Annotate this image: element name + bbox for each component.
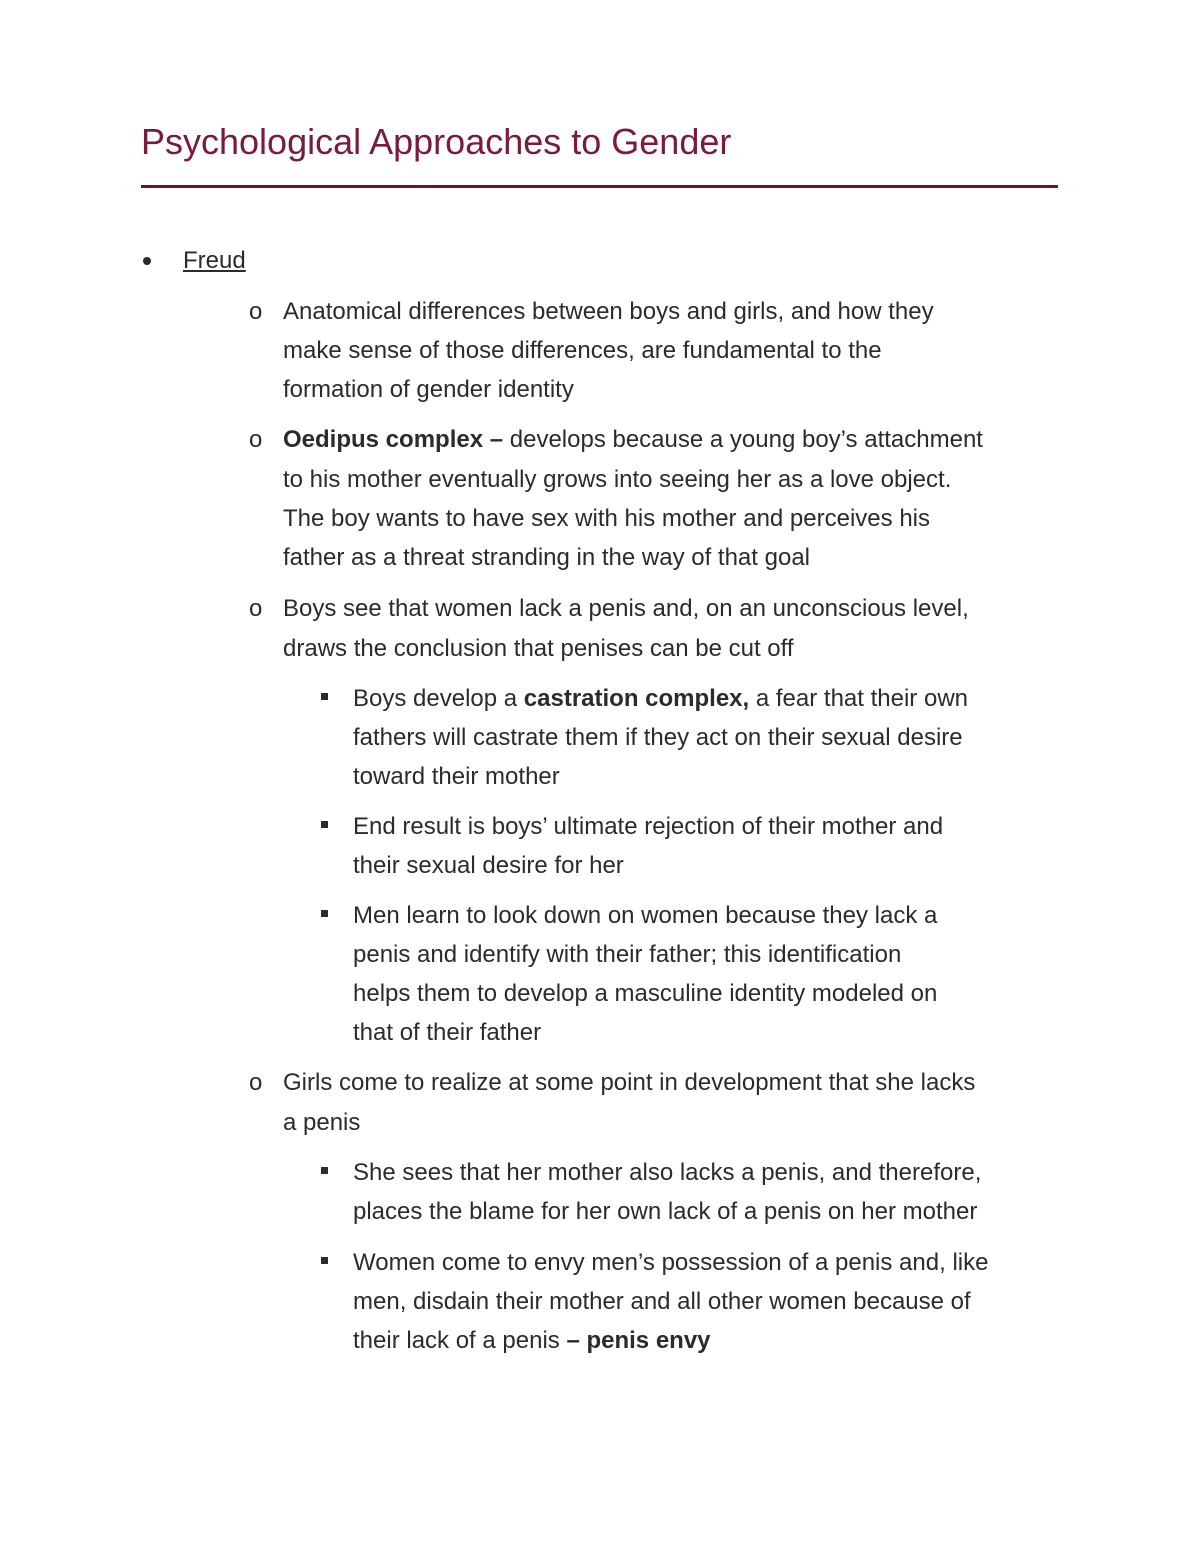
- oedipus-line-2: to his mother eventually grows into seeing her as a love object.: [283, 466, 952, 493]
- title-divider: [141, 185, 1058, 188]
- freud-heading: Freud: [183, 247, 246, 274]
- oedipus-line-4: father as a threat stranding in the way of that goal: [283, 544, 810, 571]
- castration-line-3: toward their mother: [353, 763, 560, 790]
- oedipus-line-1-rest: develops because a young boy’s attachment: [503, 426, 983, 453]
- circle-bullet-icon: o: [249, 426, 263, 453]
- envy-line-2: men, disdain their mother and all other women because of: [353, 1288, 971, 1315]
- men-learn-line-2: penis and identify with their father; this identification: [353, 941, 902, 968]
- document-title: Psychological Approaches to Gender: [141, 121, 732, 162]
- castration-line-1: [353, 683, 968, 715]
- oedipus-line-1: [283, 424, 983, 456]
- mother-line-1: She sees that her mother also lacks a penis, and therefore,: [353, 1159, 982, 1186]
- oedipus-line-3: The boy wants to have sex with his mother and perceives his: [283, 505, 930, 532]
- bullet-dot-icon: [143, 257, 151, 265]
- circle-bullet-icon: o: [249, 1069, 263, 1096]
- boys-see-line-1: Boys see that women lack a penis and, on an unconscious level,: [283, 595, 969, 622]
- anatomical-line-2: make sense of those differences, are fundamental to the: [283, 337, 882, 364]
- square-bullet-icon: [321, 1257, 328, 1264]
- square-bullet-icon: [321, 1167, 328, 1174]
- boys-see-line-2: draws the conclusion that penises can be cut off: [283, 635, 794, 662]
- anatomical-line-3: formation of gender identity: [283, 376, 574, 403]
- oedipus-term: Oedipus complex –: [283, 426, 504, 453]
- envy-pre: their lack of a penis: [353, 1327, 567, 1354]
- end-result-line-2: their sexual desire for her: [353, 852, 624, 879]
- castration-term: castration complex,: [523, 685, 750, 712]
- mother-line-2: places the blame for her own lack of a penis on her mother: [353, 1198, 978, 1225]
- envy-line-3: [353, 1325, 711, 1357]
- circle-bullet-icon: o: [249, 595, 263, 622]
- square-bullet-icon: [321, 910, 328, 917]
- square-bullet-icon: [321, 693, 328, 700]
- men-learn-line-3: helps them to develop a masculine identity modeled on: [353, 980, 938, 1007]
- girls-line-2: a penis: [283, 1109, 361, 1136]
- men-learn-line-1: Men learn to look down on women because they lack a: [353, 902, 938, 929]
- men-learn-line-4: that of their father: [353, 1019, 542, 1046]
- penis-envy-term: – penis envy: [566, 1327, 711, 1354]
- castration-post: a fear that their own: [749, 685, 968, 712]
- anatomical-line-1: Anatomical differences between boys and girls, and how they: [283, 298, 934, 325]
- girls-line-1: Girls come to realize at some point in development that she lacks: [283, 1069, 976, 1096]
- end-result-line-1: End result is boys’ ultimate rejection of their mother and: [353, 813, 944, 840]
- square-bullet-icon: [321, 821, 328, 828]
- castration-pre: Boys develop a: [353, 685, 524, 712]
- envy-line-1: Women come to envy men’s possession of a penis and, like: [353, 1249, 989, 1276]
- castration-line-2: fathers will castrate them if they act on their sexual desire: [353, 724, 963, 751]
- circle-bullet-icon: o: [249, 298, 263, 325]
